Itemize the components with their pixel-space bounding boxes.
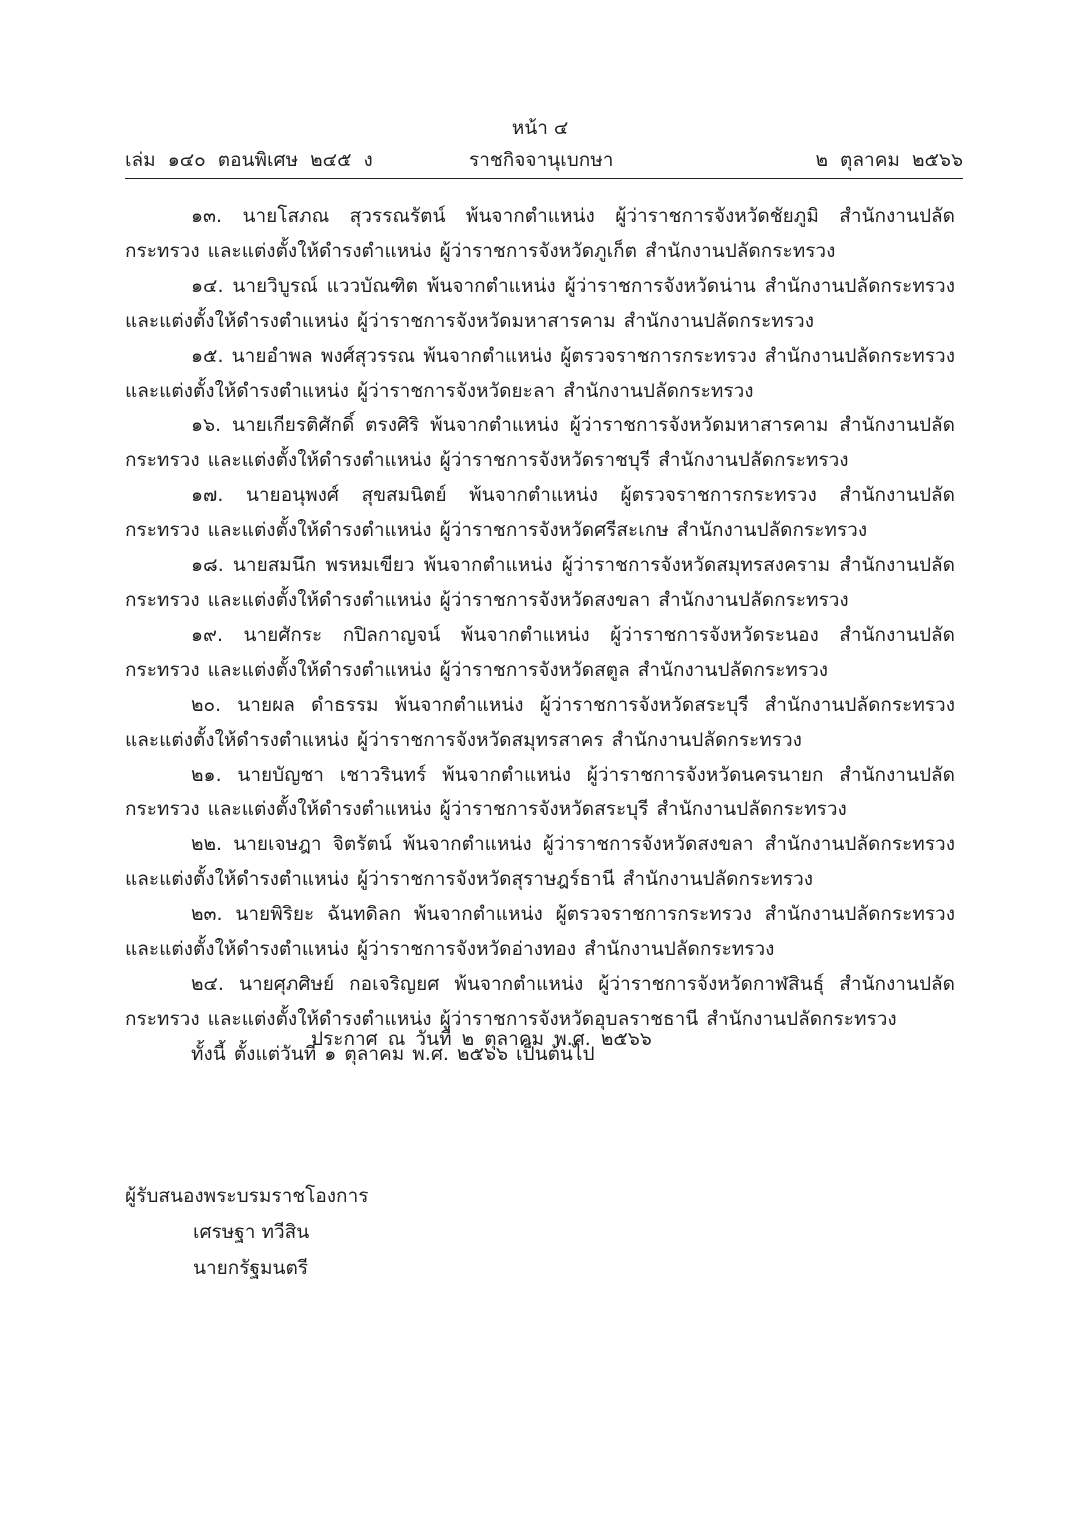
appointment-list bbox=[125, 199, 955, 1072]
appointment-item: ๒๐. นายผล ดำธรรม พ้นจากตำแหน่ง ผู้ว่าราชการจังหวัดสระบุรี สำนักงานปลัดกระทรวง และแต่งตั้งให้ดำรงตำแหน่ง ผู้ว่าราชการจังหวัดสมุทรสาคร สำนักงานปลัดกระทรวง bbox=[125, 693, 955, 751]
proclamation-date: ประกาศ ณ วันที่ ๒ ตุลาคม พ.ศ. ๒๕๖๖ bbox=[311, 1028, 652, 1050]
appointment-item: ๒๓. นายพิริยะ ฉันทดิลก พ้นจากตำแหน่ง ผู้ตรวจราชการกระทรวง สำนักงานปลัดกระทรวง และแต่งตั้งให้ดำรงตำแหน่ง ผู้ว่าราชการจังหวัดอ่างทอง สำนักงานปลัดกระทรวง bbox=[125, 903, 955, 961]
appointment-item: ๑๓. นายโสภณ สุวรรณรัตน์ พ้นจากตำแหน่ง ผู้ว่าราชการจังหวัดชัยภูมิ สำนักงานปลัดกระทรวง และแต่งตั้งให้ดำรงตำแหน่ง ผู้ว่าราชการจังหวัดภูเก็ต สำนักงานปลัดกระทรวง bbox=[125, 205, 955, 262]
publication-date: ๒ ตุลาคม ๒๕๖๖ bbox=[815, 149, 963, 171]
effective-date: ทั้งนี้ ตั้งแต่วันที่ ๑ ตุลาคม พ.ศ. ๒๕๖๖ เป็นต้นไป bbox=[191, 1042, 595, 1065]
appointment-item: ๒๔. นายศุภศิษย์ กอเจริญยศ พ้นจากตำแหน่ง ผู้ว่าราชการจังหวัดกาฬสินธุ์ สำนักงานปลัดกระทรวง และแต่งตั้งให้ดำรงตำแหน่ง ผู้ว่าราชการจังหวัดอุบลราชธานี สำนักงานปลัดกระทรวง bbox=[125, 972, 955, 1030]
header-divider bbox=[125, 178, 963, 179]
gazette-header bbox=[125, 146, 963, 176]
publication-name: ราชกิจจานุเบกษา bbox=[469, 149, 614, 171]
signature-block bbox=[125, 1178, 368, 1286]
appointment-item: ๑๙. นายศักระ กปิลกาญจน์ พ้นจากตำแหน่ง ผู้ว่าราชการจังหวัดระนอง สำนักงานปลัดกระทรวง และแต่งตั้งให้ดำรงตำแหน่ง ผู้ว่าราชการจังหวัดสตูล สำนักงานปลัดกระทรวง bbox=[125, 623, 955, 681]
appointment-item: ๑๖. นายเกียรติศักดิ์ ตรงศิริ พ้นจากตำแหน่ง ผู้ว่าราชการจังหวัดมหาสารคาม สำนักงานปลัดกระทรวง และแต่งตั้งให้ดำรงตำแหน่ง ผู้ว่าราชการจังหวัดราชบุรี สำนักงานปลัดกระทรวง bbox=[125, 414, 955, 472]
signatory-position: นายกรัฐมนตรี bbox=[193, 1257, 309, 1279]
appointment-item: ๒๒. นายเจษฎา จิตรัตน์ พ้นจากตำแหน่ง ผู้ว่าราชการจังหวัดสงขลา สำนักงานปลัดกระทรวง และแต่งตั้งให้ดำรงตำแหน่ง ผู้ว่าราชการจังหวัดสุราษฎร์ธานี สำนักงานปลัดกระทรวง bbox=[125, 833, 955, 891]
signatory-name: เศรษฐา ทวีสิน bbox=[193, 1221, 310, 1243]
volume-info: เล่ม ๑๔๐ ตอนพิเศษ ๒๔๕ ง bbox=[125, 149, 373, 171]
appointment-item: ๑๔. นายวิบูรณ์ แววบัณฑิต พ้นจากตำแหน่ง ผู้ว่าราชการจังหวัดน่าน สำนักงานปลัดกระทรวง และแต่งตั้งให้ดำรงตำแหน่ง ผู้ว่าราชการจังหวัดมหาสารคาม สำนักงานปลัดกระทรวง bbox=[125, 274, 955, 332]
appointment-item: ๑๘. นายสมนึก พรหมเขียว พ้นจากตำแหน่ง ผู้ว่าราชการจังหวัดสมุทรสงคราม สำนักงานปลัดกระทรวง และแต่งตั้งให้ดำรงตำแหน่ง ผู้ว่าราชการจังหวัดสงขลา สำนักงานปลัดกระทรวง bbox=[125, 554, 955, 611]
page-number: หน้า ๔ bbox=[511, 117, 569, 139]
appointment-item: ๑๗. นายอนุพงศ์ สุขสมนิตย์ พ้นจากตำแหน่ง ผู้ตรวจราชการกระทรวง สำนักงานปลัดกระทรวง และแต่งตั้งให้ดำรงตำแหน่ง ผู้ว่าราชการจังหวัดศรีสะเกษ สำนักงานปลัดกระทรวง bbox=[125, 484, 955, 542]
appointment-item: ๒๑. นายบัญชา เชาวรินทร์ พ้นจากตำแหน่ง ผู้ว่าราชการจังหวัดนครนายก สำนักงานปลัดกระทรวง และแต่งตั้งให้ดำรงตำแหน่ง ผู้ว่าราชการจังหวัดสระบุรี สำนักงานปลัดกระทรวง bbox=[125, 763, 955, 821]
appointment-item: ๑๕. นายอำพล พงศ์สุวรรณ พ้นจากตำแหน่ง ผู้ตรวจราชการกระทรวง สำนักงานปลัดกระทรวง และแต่งตั้งให้ดำรงตำแหน่ง ผู้ว่าราชการจังหวัดยะลา สำนักงานปลัดกระทรวง bbox=[125, 344, 955, 402]
countersign-label: ผู้รับสนองพระบรมราชโองการ bbox=[125, 1185, 369, 1207]
